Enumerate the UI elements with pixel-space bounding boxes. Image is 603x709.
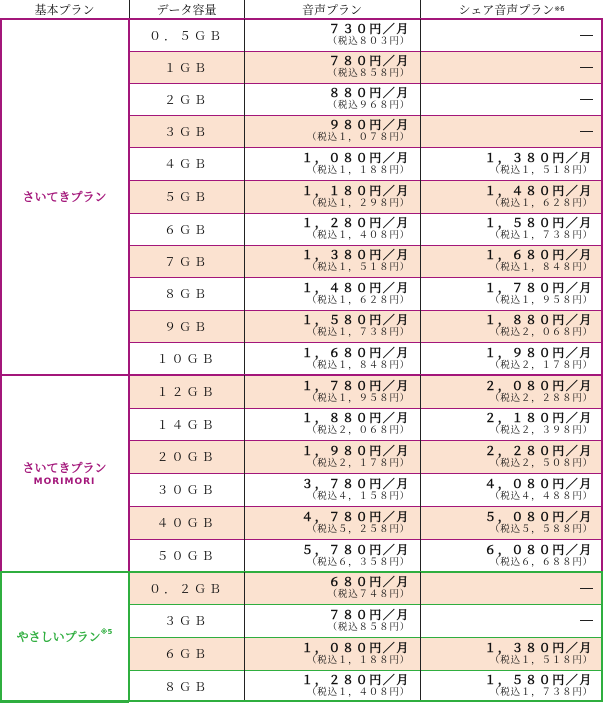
row-5-data-capacity: ４ＧＢ	[129, 147, 244, 180]
row-12-data-capacity: １２ＧＢ	[129, 375, 244, 408]
row-20-data-capacity: ６ＧＢ	[129, 637, 244, 670]
row-line-16	[129, 506, 603, 507]
share-price-tax-incl: （税込２，２８８円）	[489, 392, 593, 404]
share-price-tax-incl: （税込２，３９８円）	[489, 425, 593, 436]
voice-price-tax-incl: （税込２，０６８円）	[306, 425, 410, 436]
row-line-5	[129, 147, 603, 148]
share-price-tax-incl: （税込６，６８８円）	[489, 556, 593, 568]
group-col-divider-b-1	[420, 19, 421, 375]
table-bottom-line	[0, 700, 603, 702]
group-top-2	[0, 374, 603, 376]
share-price-monthly: ２，２８０円／月	[484, 443, 593, 458]
row-5-voice-price	[244, 147, 420, 180]
voice-price-monthly: １，１８０円／月	[301, 183, 410, 198]
header-plan: 基本プラン	[34, 3, 95, 17]
share-price-monthly: ６，０８０円／月	[484, 542, 593, 557]
row-15-voice-price	[244, 473, 420, 506]
voice-price-monthly: ３，７８０円／月	[301, 476, 410, 491]
row-line-9	[129, 277, 603, 278]
share-price-tax-incl: （税込２，１７８円）	[489, 359, 593, 371]
row-10-share-price	[420, 310, 603, 342]
row-9-data-capacity: ８ＧＢ	[129, 277, 244, 310]
row-2-data-capacity: １ＧＢ	[129, 51, 244, 83]
row-1-voice-price	[244, 19, 420, 51]
row-10-voice-price	[244, 310, 420, 342]
row-16-voice-price	[244, 506, 420, 539]
row-8-share-price	[420, 245, 603, 277]
share-price-tax-incl: （税込２，０６８円）	[489, 327, 593, 338]
row-14-share-price	[420, 440, 603, 473]
voice-price-tax-incl: （税込１，４０８円）	[306, 230, 410, 241]
group-col-divider-a-1	[244, 19, 245, 375]
row-13-voice-price	[244, 408, 420, 440]
row-line-15	[129, 473, 603, 474]
voice-price-monthly: １，９８０円／月	[301, 443, 410, 458]
row-18-data-capacity: ０．２ＧＢ	[129, 572, 244, 604]
voice-price-tax-incl: （税込１，２９８円）	[306, 197, 410, 209]
plan-name-text: さいてきプラン	[22, 190, 107, 204]
row-3-share-unavailable: ―	[420, 83, 603, 115]
row-line-17	[129, 539, 603, 540]
row-4-data-capacity: ３ＧＢ	[129, 115, 244, 147]
row-12-share-price	[420, 375, 603, 408]
plan-name	[17, 629, 113, 645]
voice-price-monthly: １，４８０円／月	[301, 280, 410, 295]
row-7-share-price	[420, 213, 603, 245]
row-2-voice-price	[244, 51, 420, 83]
row-line-2	[129, 51, 603, 52]
share-price-monthly: １，５８０円／月	[484, 673, 593, 687]
share-price-monthly: ２，０８０円／月	[484, 378, 593, 393]
row-14-voice-price	[244, 440, 420, 473]
share-price-monthly: １，６８０円／月	[484, 248, 593, 262]
share-price-monthly: ２，１８０円／月	[484, 411, 593, 425]
row-20-share-price	[420, 637, 603, 670]
row-17-share-price	[420, 539, 603, 572]
voice-price-monthly: ７８０円／月	[328, 607, 410, 622]
voice-price-monthly: １，８８０円／月	[301, 411, 410, 425]
row-7-voice-price	[244, 213, 420, 245]
voice-price-monthly: １，０８０円／月	[301, 640, 410, 655]
share-price-tax-incl: （税込１，７３８円）	[489, 687, 593, 698]
group-left-2	[0, 375, 2, 572]
row-21-voice-price	[244, 670, 420, 702]
row-19-share-unavailable: ―	[420, 604, 603, 637]
row-16-data-capacity: ４０ＧＢ	[129, 506, 244, 539]
plan-note: ※5	[100, 628, 113, 636]
plan-subname: MORIMORI	[33, 476, 96, 487]
share-price-monthly: ４，０８０円／月	[484, 476, 593, 491]
voice-price-monthly: ８８０円／月	[328, 86, 410, 100]
row-20-voice-price	[244, 637, 420, 670]
plan-name	[22, 460, 106, 476]
row-11-data-capacity: １０ＧＢ	[129, 342, 244, 375]
row-3-data-capacity: ２ＧＢ	[129, 83, 244, 115]
voice-price-monthly: １，２８０円／月	[301, 216, 410, 230]
voice-price-monthly: ７３０円／月	[328, 22, 410, 36]
row-18-share-unavailable: ―	[420, 572, 603, 604]
voice-price-monthly: １，２８０円／月	[301, 673, 410, 687]
group-col-divider-b-3	[420, 572, 421, 702]
share-price-monthly: １，７８０円／月	[484, 280, 593, 295]
voice-price-tax-incl: （税込８５８円）	[327, 68, 410, 79]
voice-price-monthly: １，０８０円／月	[301, 150, 410, 165]
row-15-data-capacity: ３０ＧＢ	[129, 473, 244, 506]
plan-group-2	[0, 375, 129, 572]
plan-group-1	[0, 19, 129, 375]
group-mid-2	[128, 375, 130, 572]
row-line-13	[129, 408, 603, 409]
voice-price-tax-incl: （税込１，８４８円）	[306, 359, 410, 371]
voice-price-tax-incl: （税込５，２５８円）	[306, 523, 410, 535]
row-9-share-price	[420, 277, 603, 310]
group-left-1	[0, 19, 2, 375]
voice-price-tax-incl: （税込１，０７８円）	[306, 132, 410, 143]
group-top-1	[0, 18, 603, 20]
row-12-voice-price	[244, 375, 420, 408]
group-mid-1	[128, 19, 130, 375]
row-6-share-price	[420, 180, 603, 213]
voice-price-tax-incl: （税込１，９５８円）	[306, 392, 410, 404]
header-divider-2	[244, 0, 245, 19]
voice-price-monthly: ６８０円／月	[328, 575, 410, 589]
row-8-voice-price	[244, 245, 420, 277]
row-11-voice-price	[244, 342, 420, 375]
row-16-share-price	[420, 506, 603, 539]
group-col-divider-a-3	[244, 572, 245, 702]
group-mid-3	[128, 572, 130, 702]
row-15-share-price	[420, 473, 603, 506]
voice-price-tax-incl: （税込１，４０８円）	[306, 687, 410, 698]
row-7-data-capacity: ６ＧＢ	[129, 213, 244, 245]
row-line-11	[129, 342, 603, 343]
voice-price-tax-incl: （税込８０３円）	[327, 36, 410, 47]
row-line-4	[129, 115, 603, 116]
row-21-data-capacity: ８ＧＢ	[129, 670, 244, 702]
row-17-voice-price	[244, 539, 420, 572]
share-price-tax-incl: （税込１，９５８円）	[489, 294, 593, 306]
voice-price-tax-incl: （税込１，６２８円）	[306, 294, 410, 306]
voice-price-monthly: １，５８０円／月	[301, 313, 410, 327]
row-13-data-capacity: １４ＧＢ	[129, 408, 244, 440]
share-price-tax-incl: （税込１，８４８円）	[489, 262, 593, 273]
share-price-tax-incl: （税込２，５０８円）	[489, 457, 593, 469]
row-8-data-capacity: ７ＧＢ	[129, 245, 244, 277]
row-19-data-capacity: ３ＧＢ	[129, 604, 244, 637]
share-price-tax-incl: （税込１，７３８円）	[489, 230, 593, 241]
voice-price-monthly: １，６８０円／月	[301, 345, 410, 360]
share-price-monthly: １，４８０円／月	[484, 183, 593, 198]
row-6-data-capacity: ５ＧＢ	[129, 180, 244, 213]
plan-name-text: やさしいプラン	[16, 630, 101, 644]
voice-price-monthly: １，３８０円／月	[301, 248, 410, 262]
header-voice: 音声プラン	[301, 3, 362, 17]
row-4-voice-price	[244, 115, 420, 147]
voice-price-tax-incl: （税込６，３５８円）	[306, 556, 410, 568]
row-19-voice-price	[244, 604, 420, 637]
voice-price-tax-incl: （税込１，１８８円）	[306, 654, 410, 666]
share-price-tax-incl: （税込５，５８８円）	[489, 523, 593, 535]
header-data: データ容量	[156, 3, 217, 17]
row-6-voice-price	[244, 180, 420, 213]
voice-price-monthly: ９８０円／月	[328, 118, 410, 132]
voice-price-tax-incl: （税込９６８円）	[327, 100, 410, 111]
row-5-share-price	[420, 147, 603, 180]
row-11-share-price	[420, 342, 603, 375]
row-line-20	[129, 637, 603, 638]
share-price-monthly: １，９８０円／月	[484, 345, 593, 360]
voice-price-tax-incl: （税込４，１５８円）	[306, 490, 410, 502]
row-2-share-unavailable: ―	[420, 51, 603, 83]
group-left-3	[0, 572, 2, 702]
row-4-share-unavailable: ―	[420, 115, 603, 147]
row-1-data-capacity: ０．５ＧＢ	[129, 19, 244, 51]
row-9-voice-price	[244, 277, 420, 310]
share-price-monthly: １，３８０円／月	[484, 640, 593, 655]
share-price-tax-incl: （税込１，６２８円）	[489, 197, 593, 209]
share-price-monthly: １，８８０円／月	[484, 313, 593, 327]
header-share	[420, 0, 603, 19]
share-price-monthly: １，３８０円／月	[484, 150, 593, 165]
row-10-data-capacity: ９ＧＢ	[129, 310, 244, 342]
row-17-data-capacity: ５０ＧＢ	[129, 539, 244, 572]
row-18-voice-price	[244, 572, 420, 604]
group-col-divider-b-2	[420, 375, 421, 572]
share-price-tax-incl: （税込４，４８８円）	[489, 490, 593, 502]
voice-price-tax-incl: （税込１，７３８円）	[306, 327, 410, 338]
row-line-19	[129, 604, 603, 605]
header-divider-1	[129, 0, 130, 19]
row-line-10	[129, 310, 603, 311]
voice-price-tax-incl: （税込８５８円）	[327, 621, 410, 633]
header-divider-3	[420, 0, 421, 19]
row-line-14	[129, 440, 603, 441]
plan-name-text: さいてきプラン	[22, 460, 107, 475]
row-line-8	[129, 245, 603, 246]
voice-price-monthly: ４，７８０円／月	[301, 509, 410, 524]
row-14-data-capacity: ２０ＧＢ	[129, 440, 244, 473]
group-col-divider-a-2	[244, 375, 245, 572]
share-price-tax-incl: （税込１，５１８円）	[489, 654, 593, 666]
row-line-7	[129, 213, 603, 214]
voice-price-tax-incl: （税込１，５１８円）	[306, 262, 410, 273]
row-line-21	[129, 670, 603, 671]
row-line-6	[129, 180, 603, 181]
plan-group-3	[0, 572, 129, 702]
voice-price-tax-incl: （税込１，１８８円）	[306, 164, 410, 176]
row-13-share-price	[420, 408, 603, 440]
voice-price-monthly: ５，７８０円／月	[301, 542, 410, 557]
share-price-tax-incl: （税込１，５１８円）	[489, 164, 593, 176]
share-price-monthly: １，５８０円／月	[484, 216, 593, 230]
row-3-voice-price	[244, 83, 420, 115]
share-price-monthly: ５，０８０円／月	[484, 509, 593, 524]
voice-price-tax-incl: （税込２，１７８円）	[306, 457, 410, 469]
plan-name	[22, 189, 106, 205]
voice-price-monthly: ７８０円／月	[328, 54, 410, 68]
voice-price-tax-incl: （税込７４８円）	[327, 589, 410, 600]
header-share-label: シェア音声プラン	[458, 3, 555, 17]
row-line-3	[129, 83, 603, 84]
row-21-share-price	[420, 670, 603, 702]
voice-price-monthly: １，７８０円／月	[301, 378, 410, 393]
header-share-note: ※6	[554, 5, 565, 13]
row-1-share-unavailable: ―	[420, 19, 603, 51]
group-top-3	[0, 571, 603, 573]
